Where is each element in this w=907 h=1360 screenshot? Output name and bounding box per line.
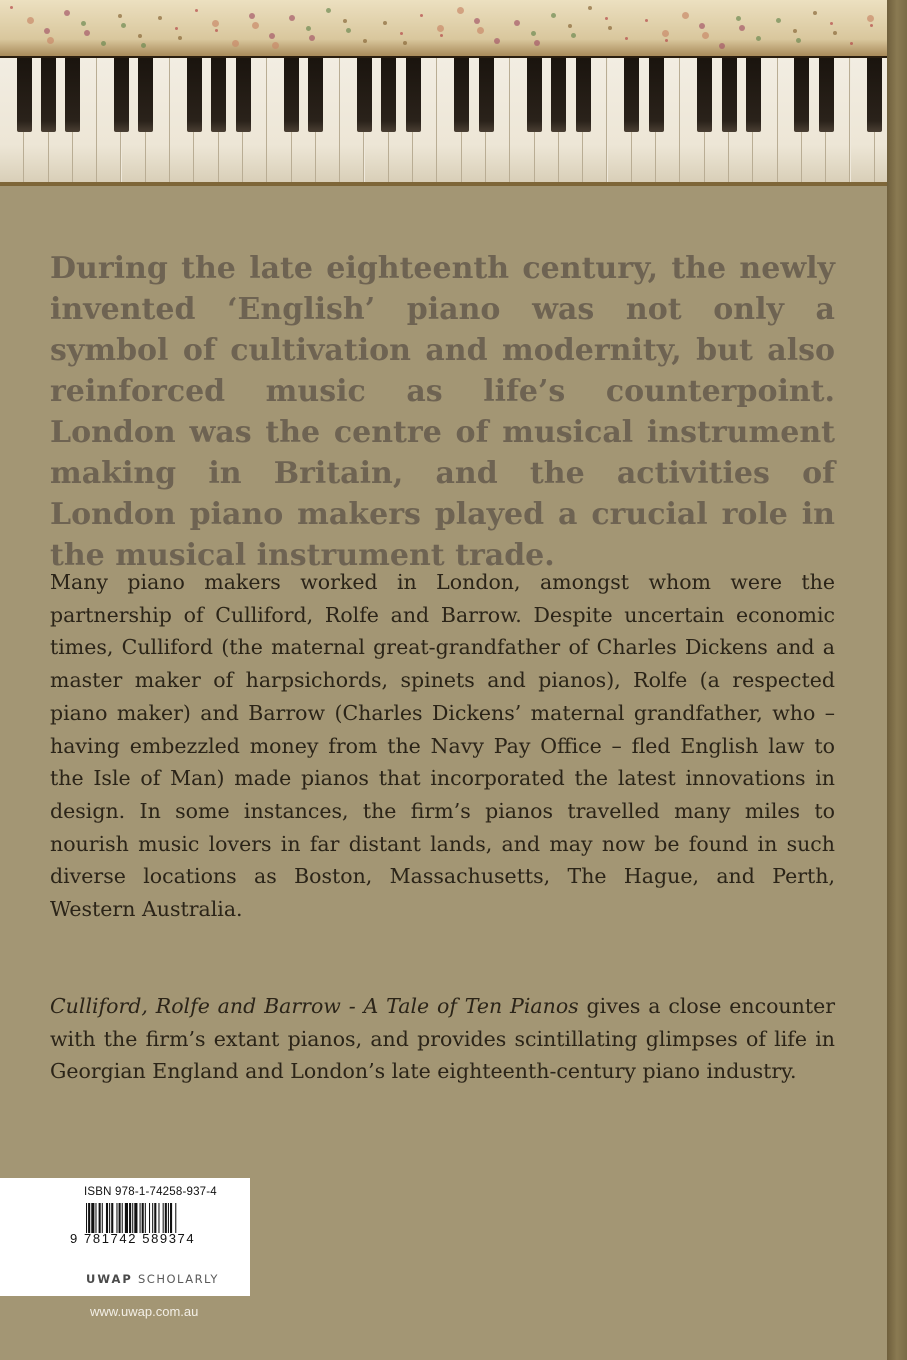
barcode-bar	[129, 1203, 131, 1233]
barcode-digits: 9 781742 589374	[70, 1231, 196, 1246]
floral-ornament	[84, 30, 90, 36]
barcode-bar	[142, 1203, 144, 1233]
floral-ornament	[306, 26, 311, 31]
barcode-bar	[163, 1203, 164, 1233]
floral-ornament	[514, 20, 520, 26]
floral-ornament	[81, 21, 86, 26]
barcode-bar	[149, 1203, 150, 1233]
black-key	[284, 58, 299, 132]
floral-ornament	[494, 38, 500, 44]
floral-ornament	[249, 13, 255, 19]
barcode-bar	[86, 1203, 87, 1233]
black-key	[479, 58, 494, 132]
floral-ornament	[813, 11, 817, 15]
black-key	[576, 58, 591, 132]
black-key	[308, 58, 323, 132]
floral-ornament	[158, 16, 162, 20]
floral-ornament	[138, 34, 142, 38]
floral-ornament	[141, 43, 146, 48]
floral-ornament	[608, 26, 612, 30]
black-key	[406, 58, 421, 132]
floral-ornament	[645, 19, 648, 22]
floral-ornament	[551, 13, 556, 18]
barcode-bar	[111, 1203, 113, 1233]
piano-case-edge	[887, 0, 907, 1360]
floral-ornament	[47, 37, 54, 44]
floral-ornament	[101, 41, 106, 46]
barcode-image	[86, 1203, 236, 1233]
barcode-bar	[99, 1203, 101, 1233]
floral-ornament	[588, 6, 592, 10]
floral-ornament	[571, 33, 576, 38]
floral-ornament	[437, 25, 444, 32]
floral-ornament	[343, 19, 347, 23]
floral-ornament	[870, 24, 873, 27]
barcode-bar	[119, 1203, 121, 1233]
barcode-bar	[154, 1203, 156, 1233]
black-key	[187, 58, 202, 132]
floral-ornament	[195, 9, 198, 12]
isbn-label: ISBN 978-1-74258-937-4	[84, 1186, 217, 1198]
floral-ornament	[756, 36, 761, 41]
black-key	[649, 58, 664, 132]
floral-ornament	[118, 14, 122, 18]
floral-ornament	[309, 35, 315, 41]
black-key	[41, 58, 56, 132]
black-key	[211, 58, 226, 132]
floral-ornament	[776, 18, 781, 23]
floral-ornament	[793, 29, 797, 33]
black-key	[867, 58, 882, 132]
book-title: Culliford, Rolfe and Barrow - A Tale of Ten Pianos	[50, 994, 579, 1018]
floral-ornament	[269, 33, 275, 39]
floral-ornament	[272, 42, 279, 49]
floral-ornament	[568, 24, 572, 28]
floral-ornament	[289, 15, 295, 21]
floral-ornament	[326, 8, 331, 13]
floral-ornament	[736, 16, 741, 21]
floral-ornament	[440, 34, 443, 37]
black-key	[794, 58, 809, 132]
barcode-bar	[158, 1203, 159, 1233]
floral-ornament	[665, 39, 668, 42]
barcode-bar	[168, 1203, 169, 1233]
closing-paragraph	[50, 990, 835, 1088]
black-key	[357, 58, 372, 132]
black-key	[551, 58, 566, 132]
floral-ornament	[363, 39, 367, 43]
barcode-bar	[106, 1203, 108, 1233]
black-key	[138, 58, 153, 132]
floral-ornament	[44, 28, 50, 34]
floral-ornament	[457, 7, 464, 14]
floral-ornament	[474, 18, 480, 24]
black-key	[697, 58, 712, 132]
barcode-bar	[165, 1203, 167, 1233]
barcode-bar	[145, 1203, 146, 1233]
floral-ornament	[64, 10, 70, 16]
floral-ornament	[420, 14, 423, 17]
floral-ornament	[719, 43, 725, 49]
barcode-bar	[109, 1203, 110, 1233]
black-key	[236, 58, 251, 132]
floral-ornament	[796, 38, 801, 43]
barcode-bar	[122, 1203, 123, 1233]
floral-ornament	[534, 40, 540, 46]
black-key	[624, 58, 639, 132]
piano-decoration	[0, 0, 907, 56]
floral-ornament	[400, 32, 403, 35]
publisher-name: UWAP	[86, 1272, 133, 1286]
floral-ornament	[212, 20, 219, 27]
floral-ornament	[739, 25, 745, 31]
barcode-bar	[152, 1203, 153, 1233]
closing-text: gives a close encounter with the firm’s extant pianos, and provides scintillating glimpses of life in Georgian England and London’s late eighteenth-century piano industry.	[50, 994, 835, 1084]
barcode-bar	[102, 1203, 103, 1233]
barcode-bar	[170, 1203, 172, 1233]
barcode-bar	[95, 1203, 96, 1233]
barcode-bar	[140, 1203, 141, 1233]
barcode-bar	[132, 1203, 133, 1233]
floral-ornament	[27, 17, 34, 24]
barcode-bar	[134, 1203, 137, 1233]
floral-ornament	[383, 21, 387, 25]
barcode-bar	[88, 1203, 90, 1233]
publisher-logo	[86, 1272, 219, 1286]
publisher-imprint: SCHOLARLY	[138, 1272, 219, 1286]
body-paragraph: Many piano makers worked in London, amongst whom were the partnership of Culliford, Rolfe and Barrow. Despite uncertain economic times, Culliford (the maternal great-grandfather of Charles Dickens and a master maker of harpsichords, spinets and pianos), Rolfe (a respected piano maker) and Barrow (Charles Dickens’ maternal grandfather, who – having embezzled money from the Navy Pay Office – fled English law to the Isle of Man) made pianos that incorporated the latest innovations in design. In some instances, the firm’s pianos travelled many miles to nourish music lovers in far distant lands, and may now be found in such diverse locations as Boston, Massachusetts, The Hague, and Perth, Western Australia.	[50, 570, 835, 922]
piano-photo	[0, 0, 907, 186]
floral-ornament	[830, 22, 833, 25]
black-key	[722, 58, 737, 132]
floral-ornament	[625, 37, 628, 40]
floral-ornament	[121, 23, 126, 28]
black-key	[746, 58, 761, 132]
floral-ornament	[477, 27, 484, 34]
black-key	[65, 58, 80, 132]
floral-ornament	[850, 42, 853, 45]
floral-ornament	[346, 28, 351, 33]
floral-ornament	[215, 29, 218, 32]
publisher-website: www.uwap.com.au	[90, 1304, 199, 1319]
floral-ornament	[10, 6, 13, 9]
barcode-bar	[116, 1203, 117, 1233]
black-key	[114, 58, 129, 132]
floral-ornament	[605, 17, 608, 20]
floral-ornament	[531, 31, 536, 36]
barcode-bar	[91, 1203, 94, 1233]
lead-paragraph: During the late eighteenth century, the newly invented ‘English’ piano was not only a symbol of cultivation and modernity, but also reinforced music as life’s counterpoint. London was the centre of musical instrument making in Britain, and the activities of London piano makers played a crucial role in the musical instrument trade.	[50, 251, 835, 573]
floral-ornament	[867, 15, 874, 22]
barcode-block	[0, 1178, 250, 1296]
black-key	[527, 58, 542, 132]
floral-ornament	[702, 32, 709, 39]
floral-ornament	[682, 12, 689, 19]
floral-ornament	[232, 40, 239, 47]
floral-ornament	[252, 22, 259, 29]
black-key	[17, 58, 32, 132]
floral-ornament	[662, 30, 669, 37]
floral-ornament	[833, 31, 837, 35]
black-key	[454, 58, 469, 132]
floral-ornament	[178, 36, 182, 40]
barcode-bar	[175, 1203, 176, 1233]
barcode-bar	[125, 1203, 128, 1233]
floral-ornament	[403, 41, 407, 45]
black-key	[819, 58, 834, 132]
black-key	[381, 58, 396, 132]
floral-ornament	[175, 27, 178, 30]
piano-keyboard	[0, 56, 890, 182]
floral-ornament	[699, 23, 705, 29]
